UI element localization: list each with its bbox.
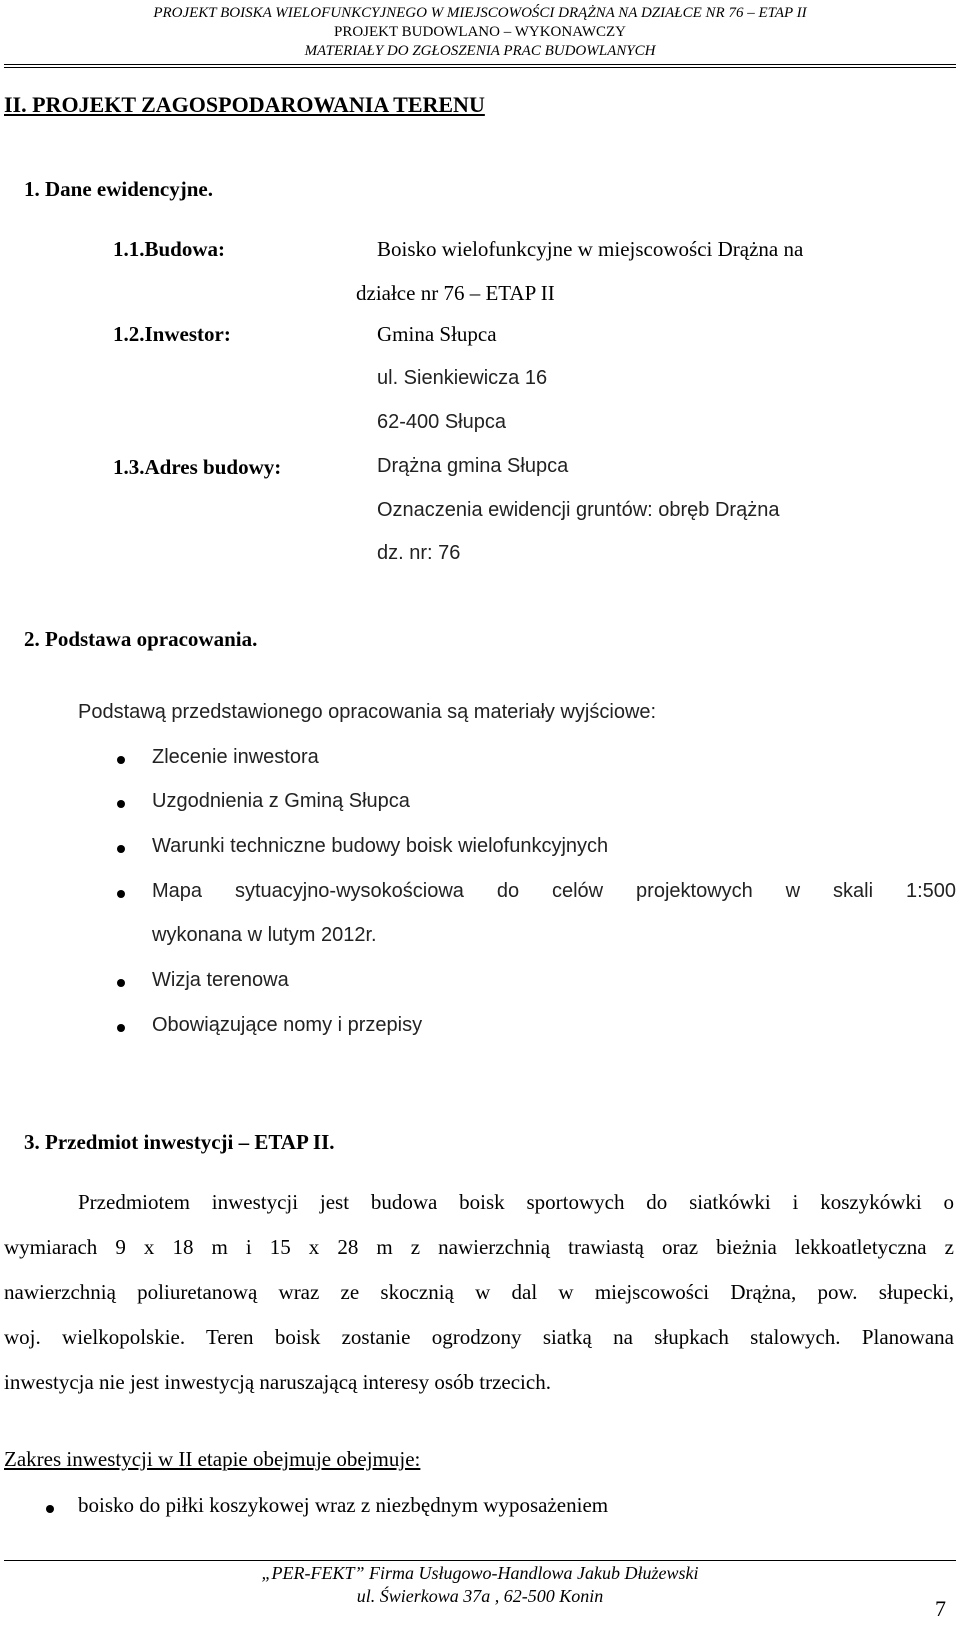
header-rule: [4, 64, 956, 65]
section-2-intro: Podstawą przedstawionego opracowania są materiały wyjściowe:: [78, 701, 657, 723]
header-line-3: MATERIAŁY DO ZGŁOSZENIA PRAC BUDOWLANYCH: [304, 43, 656, 59]
item-1-3-line-3: dz. nr: 76: [377, 542, 461, 564]
item-1-2-line-1: Gmina Słupca: [377, 322, 497, 346]
basis-item-4-line-2: wykonana w lutym 2012r.: [152, 924, 377, 946]
item-1-1-line-2: działce nr 76 – ETAP II: [356, 281, 555, 305]
section-3-heading: 3. Przedmiot inwestycji – ETAP II.: [24, 1130, 335, 1154]
footer-company: „PER-FEKT” Firma Usługowo-Handlowa Jakub Dłużewski: [261, 1563, 699, 1583]
bullet-icon: [117, 800, 125, 808]
bullet-icon: [117, 1024, 125, 1032]
basis-item-4-line-1: Mapa sytuacyjno-wysokościowa do celów projektowych w skali 1:500: [152, 880, 956, 902]
basis-item-2: Uzgodnienia z Gminą Słupca: [152, 790, 410, 812]
item-1-2-label: 1.2.Inwestor:: [113, 322, 231, 346]
footer-address: ul. Świerkowa 37a , 62-500 Konin: [356, 1586, 604, 1606]
bullet-icon: [117, 890, 125, 898]
section-1-heading: 1. Dane ewidencyjne.: [24, 177, 213, 201]
basis-item-1: Zlecenie inwestora: [152, 746, 319, 768]
page-number: 7: [935, 1596, 946, 1621]
item-1-2-line-3: 62-400 Słupca: [377, 411, 506, 433]
bullet-icon: [117, 756, 125, 764]
header-line-1: PROJEKT BOISKA WIELOFUNKCYJNEGO W MIEJSCOWOŚCI DRĄŻNA NA DZIAŁCE NR 76 – ETAP II: [153, 5, 807, 21]
header-rule-2: [4, 67, 956, 68]
scope-item-1: boisko do piłki koszykowej wraz z niezbędnym wyposażeniem: [78, 1493, 609, 1517]
item-1-3-line-2: Oznaczenia ewidencji gruntów: obręb Drążna: [377, 499, 780, 521]
description-line-5: inwestycja nie jest inwestycją naruszającą interesy osób trzecich.: [4, 1370, 551, 1394]
bullet-icon: [46, 1505, 54, 1513]
description-line-1: Przedmiotem inwestycji jest budowa boisk sportowych do siatkówki i koszykówki o: [78, 1190, 954, 1214]
description-line-3: nawierzchnią poliuretanową wraz ze skocznią w dal w miejscowości Drążna, pow. słupecki,: [4, 1280, 954, 1304]
header-line-2: PROJEKT BUDOWLANO – WYKONAWCZY: [334, 24, 626, 40]
item-1-3-label: 1.3.Adres budowy:: [113, 455, 282, 479]
section-2-heading: 2. Podstawa opracowania.: [24, 627, 258, 651]
basis-item-5: Wizja terenowa: [152, 969, 289, 991]
item-1-2-line-2: ul. Sienkiewicza 16: [377, 367, 548, 389]
bullet-icon: [117, 979, 125, 987]
basis-item-6: Obowiązujące nomy i przepisy: [152, 1014, 423, 1036]
description-line-4: woj. wielkopolskie. Teren boisk zostanie ogrodzony siatką na słupkach stalowych. Planowana: [4, 1325, 954, 1349]
section-title: II. PROJEKT ZAGOSPODAROWANIA TERENU: [4, 92, 485, 117]
item-1-1-line-1: Boisko wielofunkcyjne w miejscowości Drążna na: [377, 237, 804, 261]
item-1-1-label: 1.1.Budowa:: [113, 237, 226, 261]
description-line-2: wymiarach 9 x 18 m i 15 x 28 m z nawierzchnią trawiastą oraz bieżnia lekkoatletyczna z: [4, 1235, 954, 1259]
scope-heading: Zakres inwestycji w II etapie obejmuje obejmuje:: [4, 1447, 421, 1471]
basis-item-3: Warunki techniczne budowy boisk wielofunkcyjnych: [152, 835, 609, 857]
footer-rule: [4, 1560, 956, 1561]
bullet-icon: [117, 845, 125, 853]
item-1-3-line-1: Drążna gmina Słupca: [377, 455, 569, 477]
